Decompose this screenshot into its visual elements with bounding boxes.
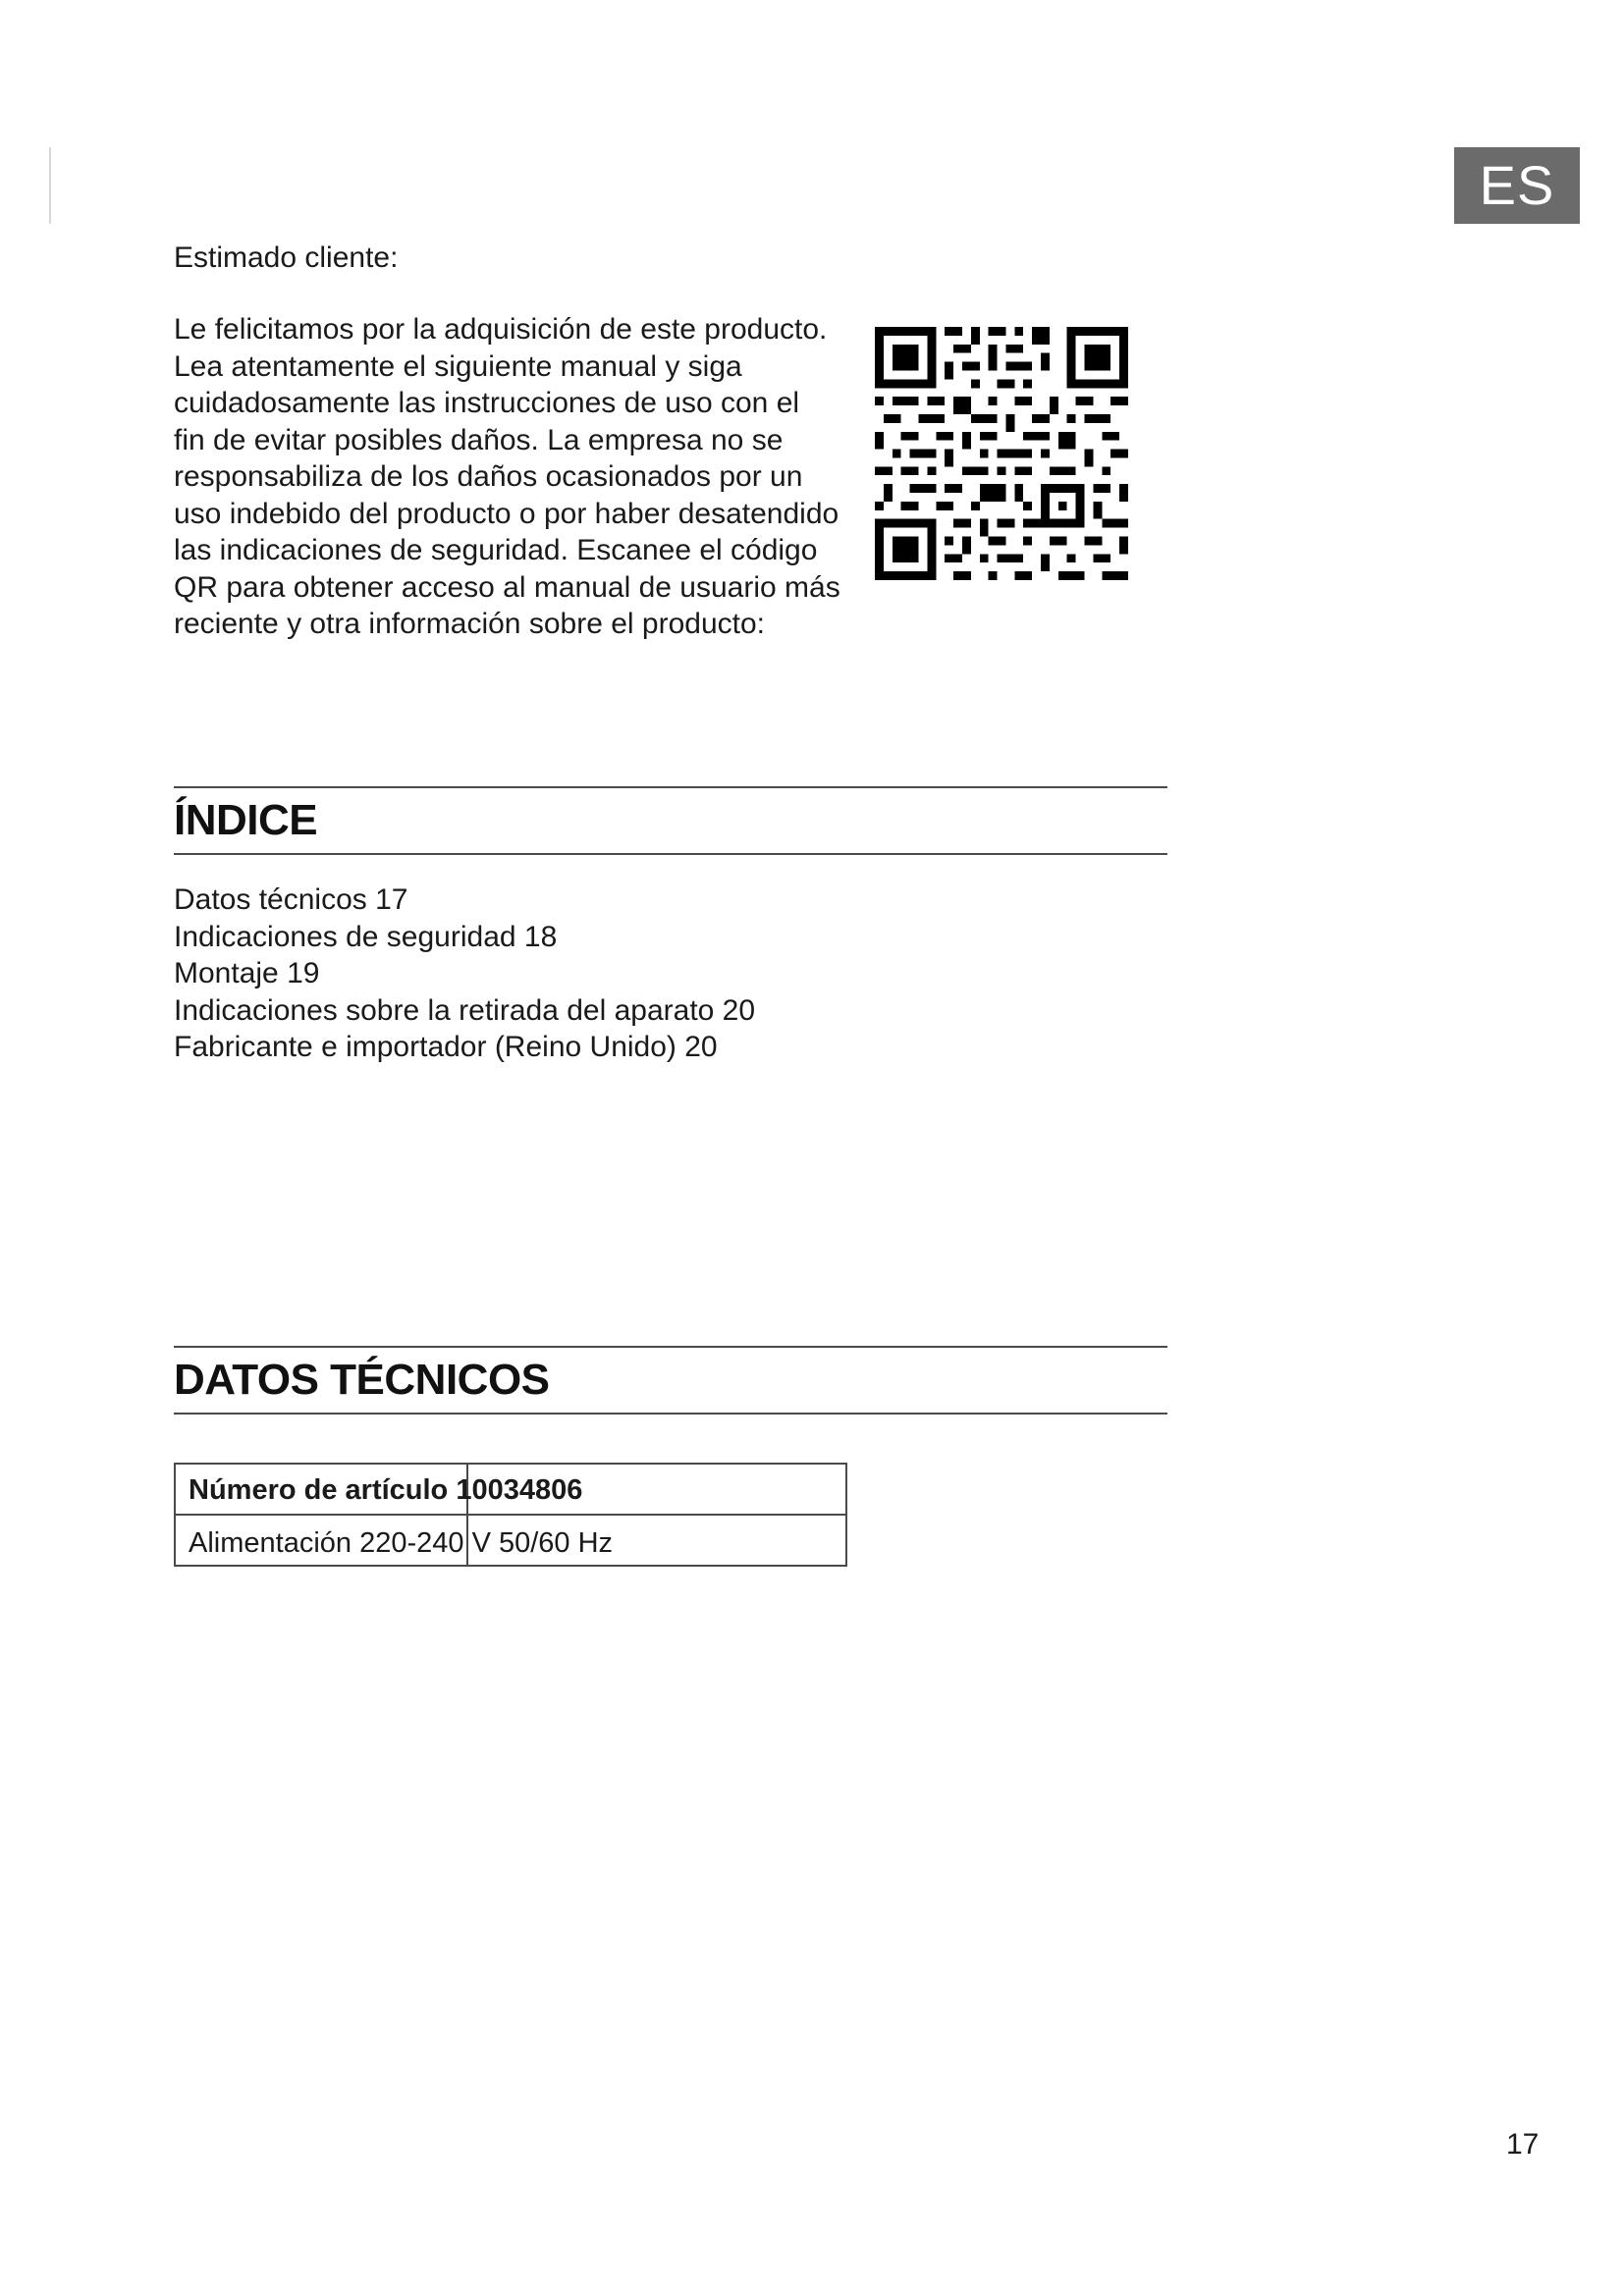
intro-line: las indicaciones de seguridad. Escanee el código xyxy=(174,534,818,566)
intro-line: fin de evitar posibles daños. La empresa no se xyxy=(174,423,784,456)
toc-item[interactable]: Fabricante e importador (Reino Unido) 20 xyxy=(174,1031,718,1063)
margin-rule xyxy=(49,147,51,224)
language-badge: ES xyxy=(1454,147,1580,224)
intro-line: responsabiliza de los daños ocasionados por un xyxy=(174,460,803,493)
toc-item[interactable]: Indicaciones sobre la retirada del aparato 20 xyxy=(174,993,756,1027)
toc-item[interactable]: Indicaciones de seguridad 18 xyxy=(174,920,558,953)
technical-data-title: DATOS TÉCNICOS xyxy=(174,1356,550,1404)
page-number: 17 xyxy=(1506,2128,1540,2161)
greeting: Estimado cliente: xyxy=(174,241,399,274)
intro-paragraph xyxy=(174,311,841,643)
technical-data-heading xyxy=(174,1346,1167,1415)
toc-item[interactable]: Montaje 19 xyxy=(174,957,320,989)
intro-line: reciente y otra información sobre el producto: xyxy=(174,608,765,640)
intro-line: Le felicitamos por la adquisición de este producto. xyxy=(174,313,828,346)
intro-line: QR para obtener acceso al manual de usuario más xyxy=(174,570,840,604)
toc-item[interactable]: Datos técnicos 17 xyxy=(174,883,408,916)
index-heading xyxy=(174,786,1167,855)
table-of-contents xyxy=(174,881,755,1066)
intro-line: Lea atentamente el siguiente manual y siga xyxy=(174,349,742,383)
article-number-row: Número de artículo 10034806 xyxy=(189,1474,583,1506)
qr-code-icon[interactable] xyxy=(875,327,1128,580)
index-title: ÍNDICE xyxy=(174,796,318,844)
power-supply-row: Alimentación 220-240 V 50/60 Hz xyxy=(189,1527,614,1559)
intro-line: uso indebido del producto o por haber desatendido xyxy=(174,497,839,530)
intro-line: cuidadosamente las instrucciones de uso con el xyxy=(174,387,800,419)
